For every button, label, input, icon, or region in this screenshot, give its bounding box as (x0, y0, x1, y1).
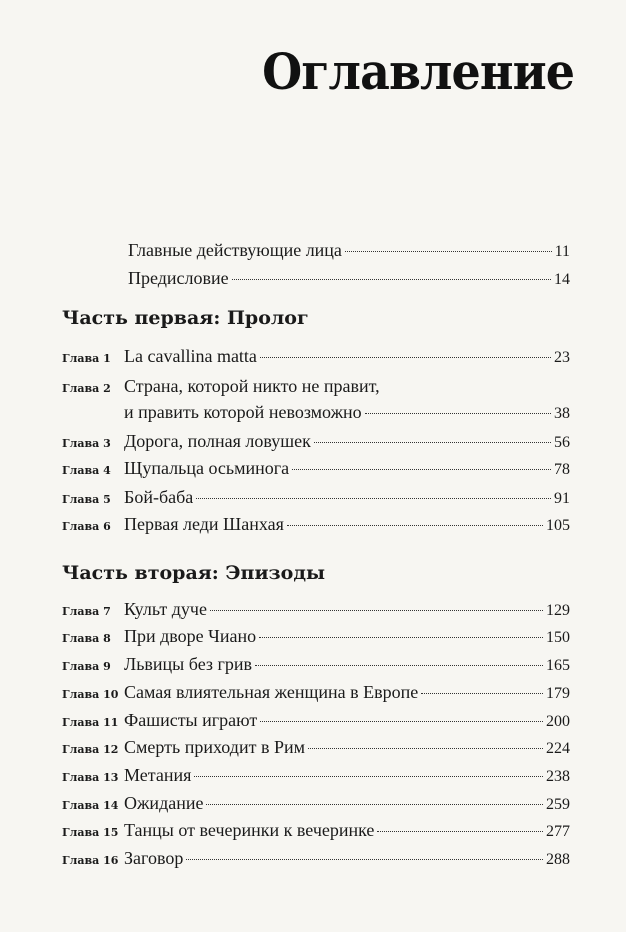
entry-text: Метания (124, 765, 192, 785)
leader-dots (308, 748, 543, 749)
toc-entry-chapter-7[interactable] (62, 599, 570, 620)
entry-text: Дорога, полная ловушек (124, 431, 311, 451)
toc-entry-characters[interactable] (128, 240, 570, 261)
toc-entry-chapter-12[interactable] (62, 737, 570, 758)
leader-dots (260, 721, 543, 722)
entry-text: Смерть приходит в Рим (124, 737, 305, 757)
toc-entry-chapter-11[interactable] (62, 710, 570, 731)
toc-entry-chapter-3[interactable] (62, 431, 570, 452)
toc-entry-chapter-1[interactable] (62, 346, 570, 367)
leader-dots (314, 442, 551, 443)
entry-text: Ожидание (124, 793, 204, 813)
leader-dots (196, 498, 551, 499)
entry-text: Культ дуче (124, 599, 207, 619)
toc-entry-chapter-14[interactable] (62, 793, 570, 814)
leader-dots (186, 859, 543, 860)
page-number: 23 (554, 349, 570, 366)
page-number: 277 (546, 823, 570, 840)
entry-text: Первая леди Шанхая (124, 514, 284, 534)
entry-text: Главные действующие лица (128, 240, 342, 260)
entry-text: Заговор (124, 848, 184, 868)
toc-entry-chapter-8[interactable] (62, 626, 570, 647)
entry-text: Львицы без грив (124, 654, 253, 674)
chapter-label: Глава 9 (62, 660, 111, 673)
page-number: 78 (554, 461, 570, 478)
toc-entry-chapter-9[interactable] (62, 654, 570, 675)
chapter-label: Глава 13 (62, 771, 119, 784)
leader-dots (421, 693, 543, 694)
toc-entry-chapter-13[interactable] (62, 765, 570, 786)
chapter-label: Глава 4 (62, 464, 111, 477)
entry-text: Самая влиятельная женщина в Европе (124, 682, 419, 702)
page-number: 105 (546, 517, 570, 534)
leader-dots (345, 251, 552, 252)
page-number: 11 (554, 243, 570, 260)
page-number: 224 (546, 740, 570, 757)
leader-dots (259, 637, 543, 638)
toc-entry-chapter-15[interactable] (62, 820, 570, 841)
chapter-label: Глава 16 (62, 854, 119, 867)
toc-entry-chapter-5[interactable] (62, 487, 570, 508)
page-number: 150 (546, 629, 570, 646)
chapter-label: Глава 10 (62, 688, 119, 701)
leader-dots (255, 665, 543, 666)
page-number: 165 (546, 657, 570, 674)
page-number: 288 (546, 851, 570, 868)
entry-text: Танцы от вечеринки к вечеринке (124, 820, 375, 840)
entry-text: При дворе Чиано (124, 626, 257, 646)
page-number: 238 (546, 768, 570, 785)
toc-entry-chapter-16[interactable] (62, 848, 570, 869)
entry-text: Страна, которой никто не правит, (124, 376, 380, 396)
leader-dots (194, 776, 543, 777)
entry-text-continued: и править которой невозможно (124, 402, 362, 422)
chapter-label: Глава 7 (62, 605, 111, 618)
toc-entry-chapter-2-cont[interactable] (124, 402, 570, 423)
leader-dots (365, 413, 551, 414)
leader-dots (232, 279, 551, 280)
chapter-label: Глава 14 (62, 799, 119, 812)
page-title: Оглавление (261, 42, 574, 101)
chapter-label: Глава 1 (62, 352, 111, 365)
page-number: 14 (554, 271, 570, 288)
chapter-label: Глава 8 (62, 632, 111, 645)
leader-dots (206, 804, 543, 805)
entry-text: Бой-баба (124, 487, 194, 507)
page-number: 56 (554, 434, 570, 451)
page-number: 259 (546, 796, 570, 813)
chapter-label: Глава 15 (62, 826, 119, 839)
part-heading-2: Часть вторая: Эпизоды (62, 562, 326, 584)
leader-dots (210, 610, 543, 611)
toc-entry-preface[interactable] (128, 268, 570, 289)
toc-entry-chapter-10[interactable] (62, 682, 570, 703)
entry-text: Предисловие (128, 268, 229, 288)
page-number: 129 (546, 602, 570, 619)
chapter-label: Глава 2 (62, 382, 111, 395)
toc-entry-chapter-4[interactable] (62, 458, 570, 479)
toc-entry-chapter-2[interactable] (62, 376, 570, 397)
part-heading-1: Часть первая: Пролог (62, 307, 309, 329)
chapter-label: Глава 11 (62, 716, 119, 729)
entry-text: Фашисты играют (124, 710, 258, 730)
entry-text: Щупальца осьминога (124, 458, 290, 478)
leader-dots (287, 525, 543, 526)
page-number: 200 (546, 713, 570, 730)
leader-dots (260, 357, 551, 358)
toc-entry-chapter-6[interactable] (62, 514, 570, 535)
page-number: 91 (554, 490, 570, 507)
leader-dots (377, 831, 543, 832)
entry-text: La cavallina matta (124, 346, 257, 366)
chapter-label: Глава 12 (62, 743, 119, 756)
chapter-label: Глава 3 (62, 437, 111, 450)
chapter-label: Глава 5 (62, 493, 111, 506)
leader-dots (292, 469, 551, 470)
page-number: 38 (554, 405, 570, 422)
page-number: 179 (546, 685, 570, 702)
chapter-label: Глава 6 (62, 520, 111, 533)
